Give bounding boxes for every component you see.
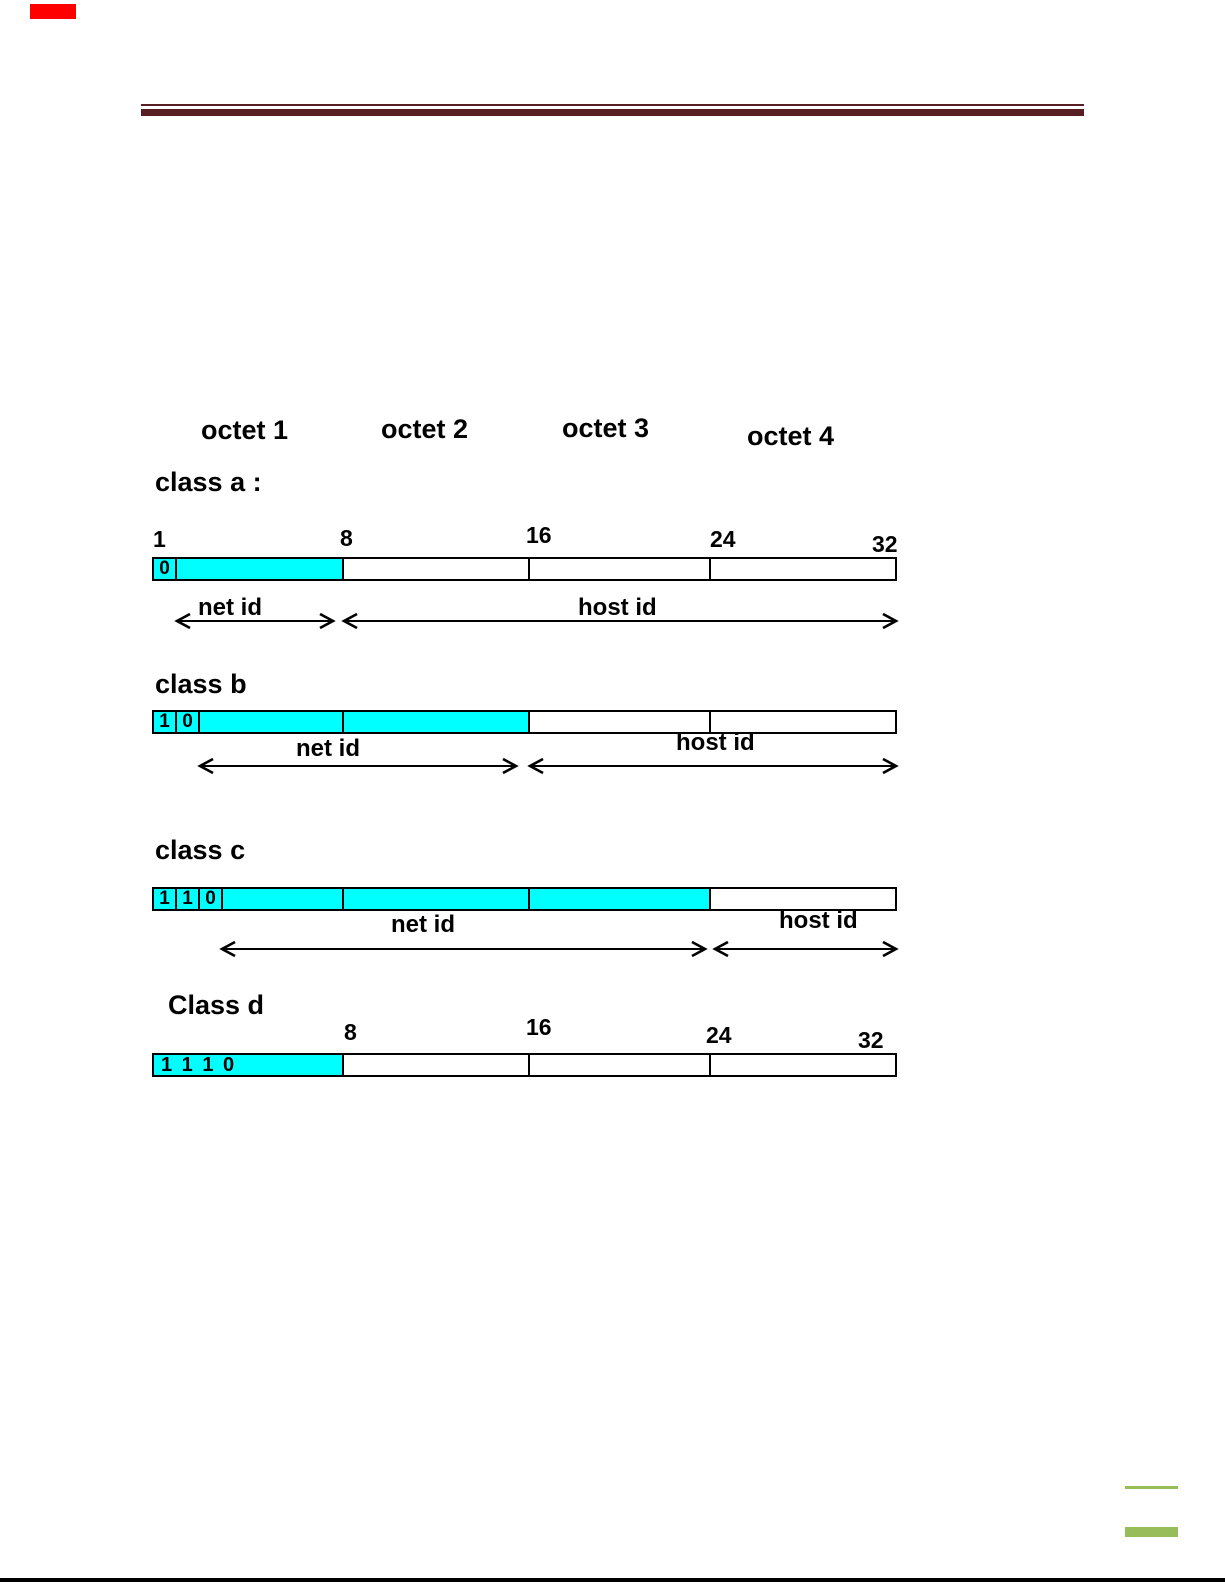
- bit-scale-a-32: 32: [872, 531, 898, 557]
- net-id-label-a: net id: [198, 594, 262, 621]
- segment-divider: [528, 559, 530, 579]
- red-corner-mark: [30, 4, 76, 19]
- net-id-arrow-c: [219, 939, 708, 959]
- segment-divider: [709, 889, 711, 909]
- segment-divider: [709, 559, 711, 579]
- class-b-netid-segment: [154, 712, 528, 732]
- host-id-arrow-c: [712, 939, 899, 959]
- segment-divider: [709, 1055, 711, 1075]
- segment-divider: [342, 559, 344, 579]
- bit-scale-d-24: 24: [706, 1022, 732, 1048]
- class-c-netid-segment: [154, 889, 709, 909]
- octet-label-4: octet 4: [747, 421, 835, 451]
- bit-cell: 1: [154, 712, 177, 732]
- host-id-arrow-b: [527, 756, 899, 776]
- bit-scale-d-8: 8: [344, 1019, 357, 1045]
- bit-scale-a-8: 8: [340, 525, 353, 551]
- class-a-bar: [152, 557, 897, 581]
- class-b-label: class b: [155, 669, 247, 699]
- bit-cell: 0: [200, 889, 223, 909]
- octet-label-2: octet 2: [381, 414, 469, 444]
- class-a-label: class a :: [155, 467, 262, 497]
- net-id-label-b: net id: [296, 735, 360, 762]
- bit-scale-a-24: 24: [710, 526, 736, 552]
- segment-divider: [528, 889, 530, 909]
- bit-cell: 1: [154, 889, 177, 909]
- bit-cell: 0: [154, 559, 177, 579]
- host-id-label-b: host id: [676, 729, 755, 756]
- class-a-netid-segment: [154, 559, 342, 579]
- class-c-label: class c: [155, 835, 246, 865]
- host-id-label-a: host id: [578, 594, 657, 621]
- bit-scale-a-16: 16: [526, 522, 552, 548]
- segment-divider: [342, 889, 344, 909]
- host-id-arrow-a: [341, 611, 899, 631]
- octet-label-1: octet 1: [201, 415, 289, 445]
- top-rule-thick: [141, 109, 1084, 116]
- class-d-label: Class d: [168, 990, 265, 1020]
- green-corner-mark-thick: [1125, 1527, 1178, 1537]
- net-id-arrow-a: [174, 611, 336, 631]
- class-d-bar: [152, 1053, 897, 1077]
- class-d-bits: 1 1 1 0: [161, 1054, 237, 1076]
- net-id-arrow-b: [197, 756, 519, 776]
- bit-scale-a-1: 1: [153, 526, 166, 552]
- segment-divider: [528, 712, 530, 732]
- octet-label-3: octet 3: [562, 413, 650, 443]
- host-id-label-c: host id: [779, 907, 858, 934]
- segment-divider: [342, 1055, 344, 1075]
- segment-divider: [342, 712, 344, 732]
- page-bottom-line: [0, 1578, 1225, 1582]
- net-id-label-c: net id: [391, 911, 455, 938]
- bit-scale-d-32: 32: [858, 1027, 884, 1053]
- bit-cell: 0: [177, 712, 200, 732]
- bit-cell: 1: [177, 889, 200, 909]
- green-corner-mark-thin: [1125, 1486, 1178, 1489]
- segment-divider: [528, 1055, 530, 1075]
- top-rule-thin: [141, 104, 1084, 106]
- class-b-bar: [152, 710, 897, 734]
- bit-scale-d-16: 16: [526, 1014, 552, 1040]
